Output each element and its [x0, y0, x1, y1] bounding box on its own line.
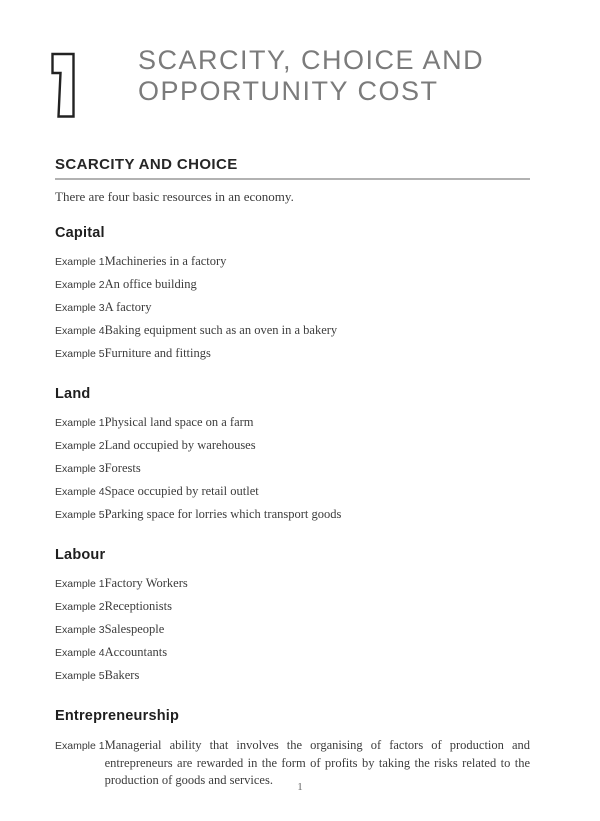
chapter-title — [138, 45, 484, 107]
example-row — [55, 277, 530, 292]
example-text: Accountants — [104, 645, 168, 659]
example-text: Baking equipment such as an oven in a bakery — [104, 323, 338, 337]
example-row — [55, 599, 530, 614]
example-row — [55, 415, 530, 430]
example-label: Example 1 — [55, 256, 105, 268]
example-text: Factory Workers — [104, 576, 188, 590]
example-label: Example 2 — [55, 440, 105, 452]
example-label: Example 4 — [55, 486, 105, 498]
example-text: Managerial ability that involves the organising of factors of production and entrepreneurs are rewarded in the form of profits by taking the risks related to the production of goods and services. — [104, 738, 530, 787]
section-heading: SCARCITY AND CHOICE — [55, 156, 530, 180]
example-row — [55, 507, 530, 522]
example-text: Furniture and fittings — [104, 346, 211, 360]
numeral-one-icon — [50, 52, 76, 118]
labour-examples — [55, 576, 530, 683]
example-label: Example 3 — [55, 624, 105, 636]
example-label: Example 2 — [55, 279, 105, 291]
example-row — [55, 645, 530, 660]
example-label: Example 5 — [55, 670, 105, 682]
example-label: Example 3 — [55, 302, 105, 314]
example-label: Example 1 — [55, 578, 105, 590]
example-label: Example 1 — [55, 417, 105, 429]
category-heading-labour: Labour — [55, 547, 106, 563]
example-row — [55, 438, 530, 453]
example-label: Example 3 — [55, 463, 105, 475]
category-heading-entrepreneurship: Entrepreneurship — [55, 708, 180, 724]
chapter-title-line2: OPPORTUNITY COST — [138, 76, 439, 106]
example-text: Machineries in a factory — [104, 254, 227, 268]
land-examples — [55, 415, 530, 522]
example-label: Example 5 — [55, 509, 105, 521]
category-heading-land: Land — [55, 386, 91, 402]
capital-examples — [55, 254, 530, 361]
chapter-title-line1: SCARCITY, CHOICE AND — [138, 45, 485, 75]
example-label: Example 4 — [55, 325, 105, 337]
example-text: Space occupied by retail outlet — [104, 484, 259, 498]
section-intro: There are four basic resources in an economy. — [55, 189, 294, 204]
example-row — [55, 300, 530, 315]
example-text: Bakers — [104, 668, 140, 682]
page-content — [0, 156, 600, 790]
chapter-number-outline — [50, 52, 76, 118]
example-text: Land occupied by warehouses — [104, 438, 256, 452]
example-text: Salespeople — [104, 622, 165, 636]
example-row — [55, 461, 530, 476]
example-text: An office building — [104, 277, 197, 291]
example-row — [55, 323, 530, 338]
example-label: Example 2 — [55, 601, 105, 613]
page-number: 1 — [297, 781, 303, 793]
example-label: Example 1 — [55, 740, 105, 752]
example-row — [55, 668, 530, 683]
example-row — [55, 622, 530, 637]
example-text: A factory — [104, 300, 152, 314]
example-text: Receptionists — [104, 599, 172, 613]
example-row — [55, 576, 530, 591]
category-heading-capital: Capital — [55, 225, 105, 241]
example-label: Example 4 — [55, 647, 105, 659]
example-row — [55, 254, 530, 269]
example-text: Parking space for lorries which transport goods — [104, 507, 342, 521]
example-row — [55, 484, 530, 499]
example-text: Physical land space on a farm — [104, 415, 254, 429]
chapter-header — [0, 0, 600, 118]
example-row — [55, 346, 530, 361]
example-text: Forests — [104, 461, 141, 475]
example-label: Example 5 — [55, 348, 105, 360]
